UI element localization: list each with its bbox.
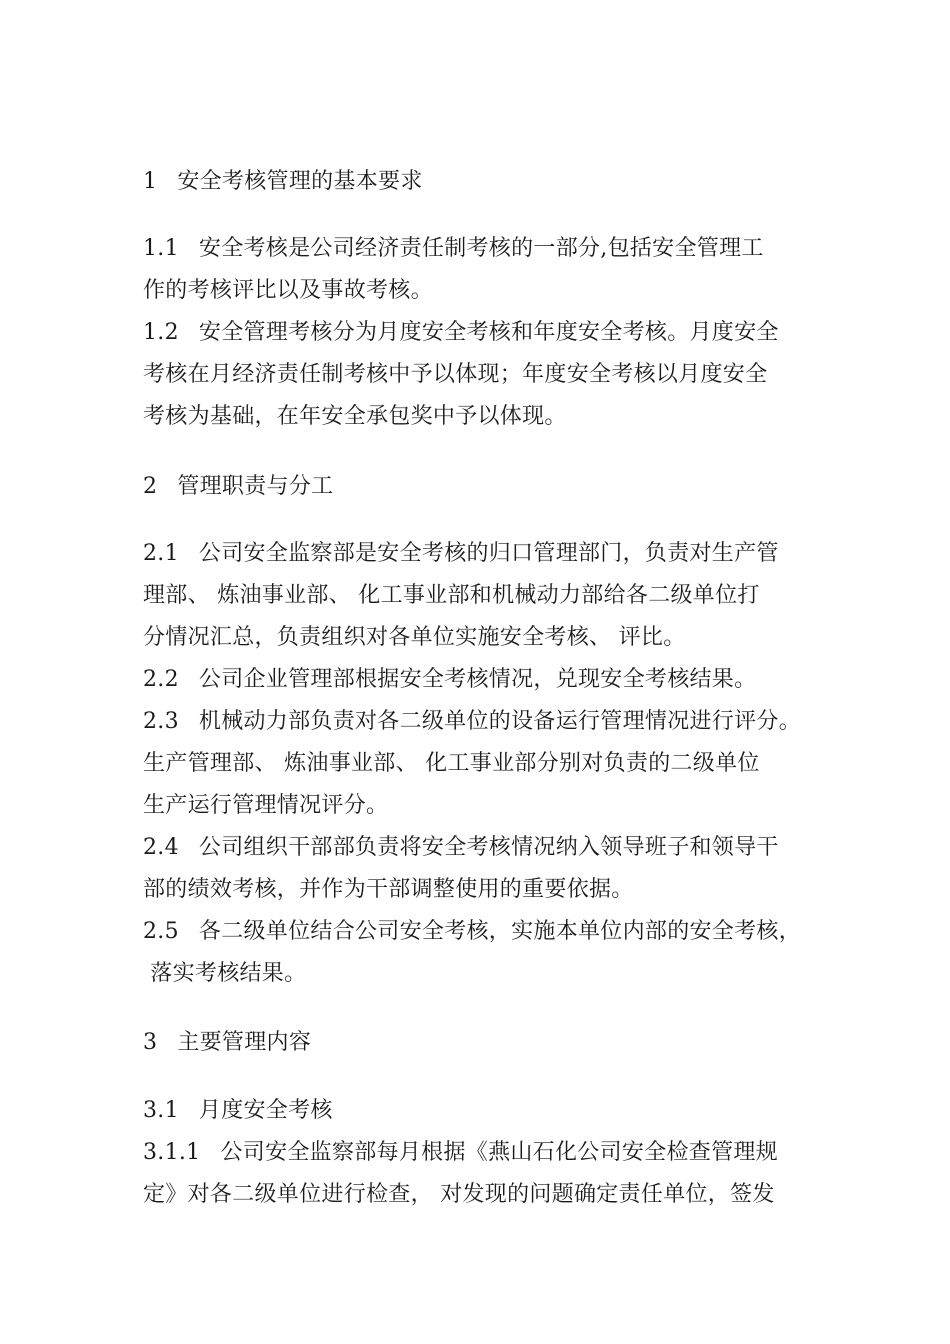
paragraph-line	[143, 358, 843, 392]
paragraph-line	[143, 831, 843, 865]
section-title: 管理职责与分工	[177, 474, 334, 499]
clause-text: 安全考核是公司经济责任制考核的一部分,包括安全管理工	[198, 236, 764, 261]
clause-text: 生产运行管理情况评分。	[143, 793, 389, 818]
section-number: 2	[143, 474, 158, 499]
clause-number: 2.5	[143, 919, 179, 944]
section-heading	[143, 1026, 843, 1060]
clause-text: 机械动力部负责对各二级单位的设备运行管理情况进行评分。	[198, 709, 801, 734]
paragraph-line	[143, 957, 843, 991]
paragraph-line	[143, 579, 843, 613]
clause-number: 2.1	[143, 541, 179, 566]
section-title: 安全考核管理的基本要求	[177, 169, 423, 194]
paragraph-line	[143, 1094, 843, 1128]
clause-text: 公司组织干部部负责将安全考核情况纳入领导班子和领导干	[198, 835, 779, 860]
clause-number: 2.3	[143, 709, 179, 734]
section-number: 3	[143, 1030, 158, 1055]
clause-number: 2.2	[143, 667, 179, 692]
paragraph-line	[143, 747, 843, 781]
paragraph-line	[143, 789, 843, 823]
clause-number: 1.2	[143, 320, 179, 345]
paragraph-line	[143, 915, 843, 949]
clause-text: 落实考核结果。	[143, 961, 307, 986]
clause-text: 考核在月经济责任制考核中予以体现；年度安全考核以月度安全	[143, 362, 768, 387]
clause-text: 生产管理部、 炼油事业部、 化工事业部分别对负责的二级单位	[143, 751, 760, 776]
paragraph-line	[143, 1178, 843, 1212]
clause-text: 理部、 炼油事业部、 化工事业部和机械动力部给各二级单位打	[143, 583, 760, 608]
paragraph-line	[143, 705, 843, 739]
clause-number: 3.1.1	[143, 1140, 201, 1165]
clause-text: 安全管理考核分为月度安全考核和年度安全考核。月度安全	[198, 320, 779, 345]
paragraph-line	[143, 873, 843, 907]
clause-text: 分情况汇总，负责组织对各单位实施安全考核、 评比。	[143, 625, 686, 650]
section-title: 主要管理内容	[177, 1030, 312, 1055]
clause-number: 3.1	[143, 1098, 179, 1123]
clause-text: 月度安全考核	[198, 1098, 333, 1123]
section-heading	[143, 470, 843, 504]
paragraph-line	[143, 621, 843, 655]
clause-text: 定》对各二级单位进行检查， 对发现的问题确定责任单位，签发	[143, 1182, 775, 1207]
paragraph-line	[143, 537, 843, 571]
clause-text: 作的考核评比以及事故考核。	[143, 278, 433, 303]
paragraph-line	[143, 316, 843, 350]
clause-text: 公司企业管理部根据安全考核情况，兑现安全考核结果。	[198, 667, 757, 692]
clause-number: 1.1	[143, 236, 179, 261]
section-heading	[143, 165, 843, 199]
clause-text: 公司安全监察部是安全考核的归口管理部门，负责对生产管	[198, 541, 779, 566]
paragraph-line	[143, 274, 843, 308]
paragraph-line	[143, 1136, 843, 1170]
clause-text: 各二级单位结合公司安全考核，实施本单位内部的安全考核，	[198, 919, 801, 944]
clause-number: 2.4	[143, 835, 179, 860]
clause-text: 公司安全监察部每月根据《燕山石化公司安全检查管理规	[220, 1140, 778, 1165]
paragraph-line	[143, 232, 843, 266]
section-number: 1	[143, 169, 158, 194]
paragraph-line	[143, 400, 843, 434]
clause-text: 考核为基础，在年安全承包奖中予以体现。	[143, 404, 567, 429]
paragraph-line	[143, 663, 843, 697]
clause-text: 部的绩效考核，并作为干部调整使用的重要依据。	[143, 877, 634, 902]
